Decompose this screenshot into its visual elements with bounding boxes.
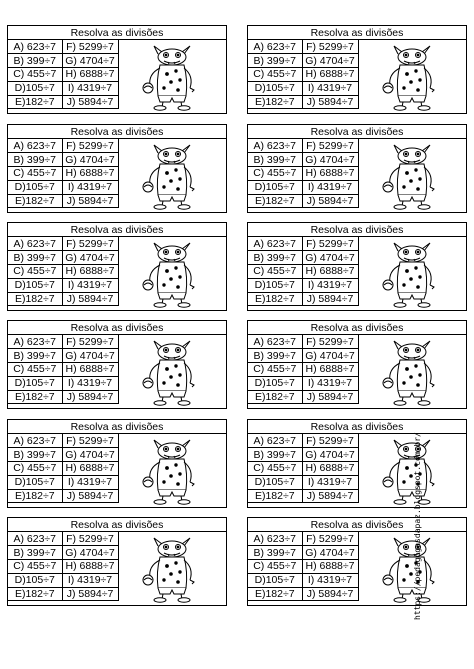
exercise-card [247,25,467,114]
card-title: Resolva as divisões [8,321,226,335]
division-item: H) 6888÷7 [62,462,118,476]
division-item: C) 455÷7 [248,265,302,279]
cartoon-monster-icon [124,536,220,603]
card-title: Resolva as divisões [248,26,466,40]
table-row [8,560,118,574]
table-row [248,251,358,265]
table-row [248,532,358,546]
division-item: E)182÷7 [8,95,62,109]
exercise-card [7,25,227,114]
division-item: C) 455÷7 [8,560,62,574]
exercise-card [247,124,467,213]
table-row [248,546,358,560]
cartoon-monster-icon [124,44,220,111]
division-item: I) 4319÷7 [302,376,358,390]
card-title: Resolva as divisões [8,420,226,434]
cartoon-monster-icon [364,241,460,308]
division-item: C) 455÷7 [8,68,62,82]
division-item: F) 5299÷7 [62,532,118,546]
division-item: F) 5299÷7 [62,40,118,54]
table-row [248,489,358,503]
division-item: I) 4319÷7 [302,81,358,95]
division-item: H) 6888÷7 [62,265,118,279]
division-item: C) 455÷7 [248,363,302,377]
division-item: J) 5894÷7 [302,194,358,208]
division-item: H) 6888÷7 [62,68,118,82]
cartoon-monster-icon [124,438,220,505]
table-row [8,448,118,462]
table-row [248,560,358,574]
division-item: C) 455÷7 [248,462,302,476]
division-item: H) 6888÷7 [302,462,358,476]
division-item: H) 6888÷7 [62,167,118,181]
division-item: E)182÷7 [8,390,62,404]
division-item: G) 4704÷7 [302,546,358,560]
division-item: E)182÷7 [8,587,62,601]
division-item: D)105÷7 [248,180,302,194]
division-item: E)182÷7 [248,489,302,503]
division-item: E)182÷7 [248,587,302,601]
division-item: A) 623÷7 [8,335,62,349]
division-item: B) 399÷7 [248,251,302,265]
table-row [8,546,118,560]
division-item: J) 5894÷7 [302,489,358,503]
division-item: J) 5894÷7 [302,292,358,306]
cartoon-monster-icon [124,339,220,406]
table-row [8,180,118,194]
division-item: G) 4704÷7 [302,153,358,167]
table-row [248,237,358,251]
exercise-card [247,222,467,311]
division-item: D)105÷7 [248,81,302,95]
table-row [248,587,358,601]
division-item: G) 4704÷7 [62,153,118,167]
division-item: G) 4704÷7 [62,349,118,363]
table-row [248,180,358,194]
table-row [248,139,358,153]
division-item: H) 6888÷7 [62,560,118,574]
table-row [248,153,358,167]
division-item: J) 5894÷7 [62,587,118,601]
cartoon-monster-icon [124,241,220,308]
division-item: F) 5299÷7 [302,335,358,349]
table-row [248,81,358,95]
division-table [248,532,359,601]
division-item: H) 6888÷7 [62,363,118,377]
exercise-card [7,222,227,311]
division-item: D)105÷7 [8,81,62,95]
division-item: I) 4319÷7 [62,180,118,194]
division-table [248,139,359,208]
cartoon-monster-icon [124,143,220,210]
table-row [8,475,118,489]
table-row [248,68,358,82]
division-item: H) 6888÷7 [302,363,358,377]
table-row [248,390,358,404]
table-row [8,363,118,377]
division-item: G) 4704÷7 [62,448,118,462]
division-item: E)182÷7 [8,489,62,503]
division-item: D)105÷7 [8,278,62,292]
table-row [248,292,358,306]
division-item: D)105÷7 [8,376,62,390]
table-row [8,587,118,601]
division-item: D)105÷7 [8,180,62,194]
table-row [8,167,118,181]
division-item: B) 399÷7 [8,546,62,560]
division-item: I) 4319÷7 [62,475,118,489]
table-row [8,376,118,390]
division-item: E)182÷7 [8,292,62,306]
division-item: A) 623÷7 [8,532,62,546]
division-item: I) 4319÷7 [302,278,358,292]
cartoon-monster-icon [364,44,460,111]
table-row [248,54,358,68]
table-row [248,363,358,377]
division-table [8,434,119,503]
division-item: B) 399÷7 [248,153,302,167]
table-row [248,573,358,587]
exercise-card [7,124,227,213]
division-item: J) 5894÷7 [302,587,358,601]
cartoon-monster-icon [364,339,460,406]
table-row [248,349,358,363]
division-item: D)105÷7 [248,278,302,292]
table-row [8,335,118,349]
division-item: F) 5299÷7 [302,237,358,251]
table-row [8,265,118,279]
card-title: Resolva as divisões [8,26,226,40]
card-title: Resolva as divisões [248,223,466,237]
exercise-card [7,419,227,508]
table-row [8,434,118,448]
table-row [8,292,118,306]
division-item: H) 6888÷7 [302,560,358,574]
division-item: C) 455÷7 [8,462,62,476]
table-row [248,448,358,462]
division-item: D)105÷7 [8,475,62,489]
division-table [248,434,359,503]
division-item: F) 5299÷7 [302,139,358,153]
division-item: A) 623÷7 [8,40,62,54]
division-item: G) 4704÷7 [62,546,118,560]
division-item: F) 5299÷7 [302,40,358,54]
division-item: B) 399÷7 [248,349,302,363]
blog-url: https://pedagogasdapaz.blogspot.com.br/ [413,432,422,620]
division-item: B) 399÷7 [8,54,62,68]
division-item: B) 399÷7 [8,448,62,462]
division-item: J) 5894÷7 [62,390,118,404]
division-item: A) 623÷7 [248,335,302,349]
division-item: F) 5299÷7 [62,335,118,349]
table-row [8,532,118,546]
division-item: A) 623÷7 [248,434,302,448]
table-row [248,462,358,476]
division-table [8,532,119,601]
division-item: J) 5894÷7 [62,95,118,109]
division-table [248,335,359,404]
card-title: Resolva as divisões [8,518,226,532]
card-title: Resolva as divisões [248,518,466,532]
division-item: F) 5299÷7 [62,139,118,153]
division-item: B) 399÷7 [248,448,302,462]
division-item: E)182÷7 [248,390,302,404]
table-row [8,68,118,82]
division-item: I) 4319÷7 [62,573,118,587]
exercise-card [247,517,467,606]
table-row [8,237,118,251]
division-item: I) 4319÷7 [302,573,358,587]
division-item: H) 6888÷7 [302,265,358,279]
division-table [8,139,119,208]
division-item: E)182÷7 [248,95,302,109]
division-item: A) 623÷7 [8,139,62,153]
division-item: C) 455÷7 [8,363,62,377]
division-item: C) 455÷7 [248,167,302,181]
division-item: B) 399÷7 [248,546,302,560]
table-row [8,81,118,95]
division-item: E)182÷7 [248,194,302,208]
division-table [248,40,359,109]
division-table [8,237,119,306]
division-item: B) 399÷7 [8,251,62,265]
table-row [248,95,358,109]
division-item: A) 623÷7 [8,237,62,251]
table-row [248,167,358,181]
division-item: C) 455÷7 [8,167,62,181]
division-item: I) 4319÷7 [62,376,118,390]
table-row [8,278,118,292]
division-item: D)105÷7 [248,376,302,390]
division-item: G) 4704÷7 [302,54,358,68]
division-item: G) 4704÷7 [302,448,358,462]
division-item: C) 455÷7 [248,560,302,574]
division-item: E)182÷7 [8,194,62,208]
division-item: H) 6888÷7 [302,167,358,181]
division-table [8,40,119,109]
division-item: A) 623÷7 [248,139,302,153]
division-item: G) 4704÷7 [302,251,358,265]
table-row [8,349,118,363]
table-row [8,54,118,68]
card-title: Resolva as divisões [248,125,466,139]
division-item: J) 5894÷7 [62,292,118,306]
card-title: Resolva as divisões [248,420,466,434]
table-row [248,265,358,279]
table-row [248,475,358,489]
division-item: I) 4319÷7 [302,180,358,194]
division-item: A) 623÷7 [248,532,302,546]
table-row [248,434,358,448]
division-item: J) 5894÷7 [302,95,358,109]
division-item: J) 5894÷7 [302,390,358,404]
division-item: A) 623÷7 [8,434,62,448]
table-row [8,194,118,208]
division-item: F) 5299÷7 [62,237,118,251]
division-item: J) 5894÷7 [62,489,118,503]
exercise-card [247,320,467,409]
table-row [8,390,118,404]
division-item: G) 4704÷7 [62,251,118,265]
table-row [8,95,118,109]
table-row [248,335,358,349]
division-table [8,335,119,404]
division-item: I) 4319÷7 [62,81,118,95]
division-item: B) 399÷7 [8,153,62,167]
division-item: D)105÷7 [8,573,62,587]
division-item: J) 5894÷7 [62,194,118,208]
division-table [248,237,359,306]
table-row [8,251,118,265]
cartoon-monster-icon [364,536,460,603]
division-item: G) 4704÷7 [62,54,118,68]
division-item: I) 4319÷7 [302,475,358,489]
division-item: B) 399÷7 [248,54,302,68]
division-item: C) 455÷7 [248,68,302,82]
card-title: Resolva as divisões [8,223,226,237]
division-item: B) 399÷7 [8,349,62,363]
exercise-card [7,320,227,409]
division-item: F) 5299÷7 [302,434,358,448]
division-item: H) 6888÷7 [302,68,358,82]
division-item: C) 455÷7 [8,265,62,279]
division-item: A) 623÷7 [248,237,302,251]
table-row [8,40,118,54]
exercise-card [7,517,227,606]
division-item: A) 623÷7 [248,40,302,54]
table-row [8,462,118,476]
division-item: E)182÷7 [248,292,302,306]
table-row [248,278,358,292]
division-item: F) 5299÷7 [302,532,358,546]
cartoon-monster-icon [364,143,460,210]
division-item: I) 4319÷7 [62,278,118,292]
division-item: G) 4704÷7 [302,349,358,363]
card-title: Resolva as divisões [248,321,466,335]
table-row [8,573,118,587]
division-item: F) 5299÷7 [62,434,118,448]
division-item: D)105÷7 [248,475,302,489]
division-item: D)105÷7 [248,573,302,587]
exercise-card [247,419,467,508]
cartoon-monster-icon [364,438,460,505]
table-row [8,139,118,153]
table-row [8,153,118,167]
table-row [248,40,358,54]
table-row [8,489,118,503]
table-row [248,376,358,390]
card-title: Resolva as divisões [8,125,226,139]
table-row [248,194,358,208]
